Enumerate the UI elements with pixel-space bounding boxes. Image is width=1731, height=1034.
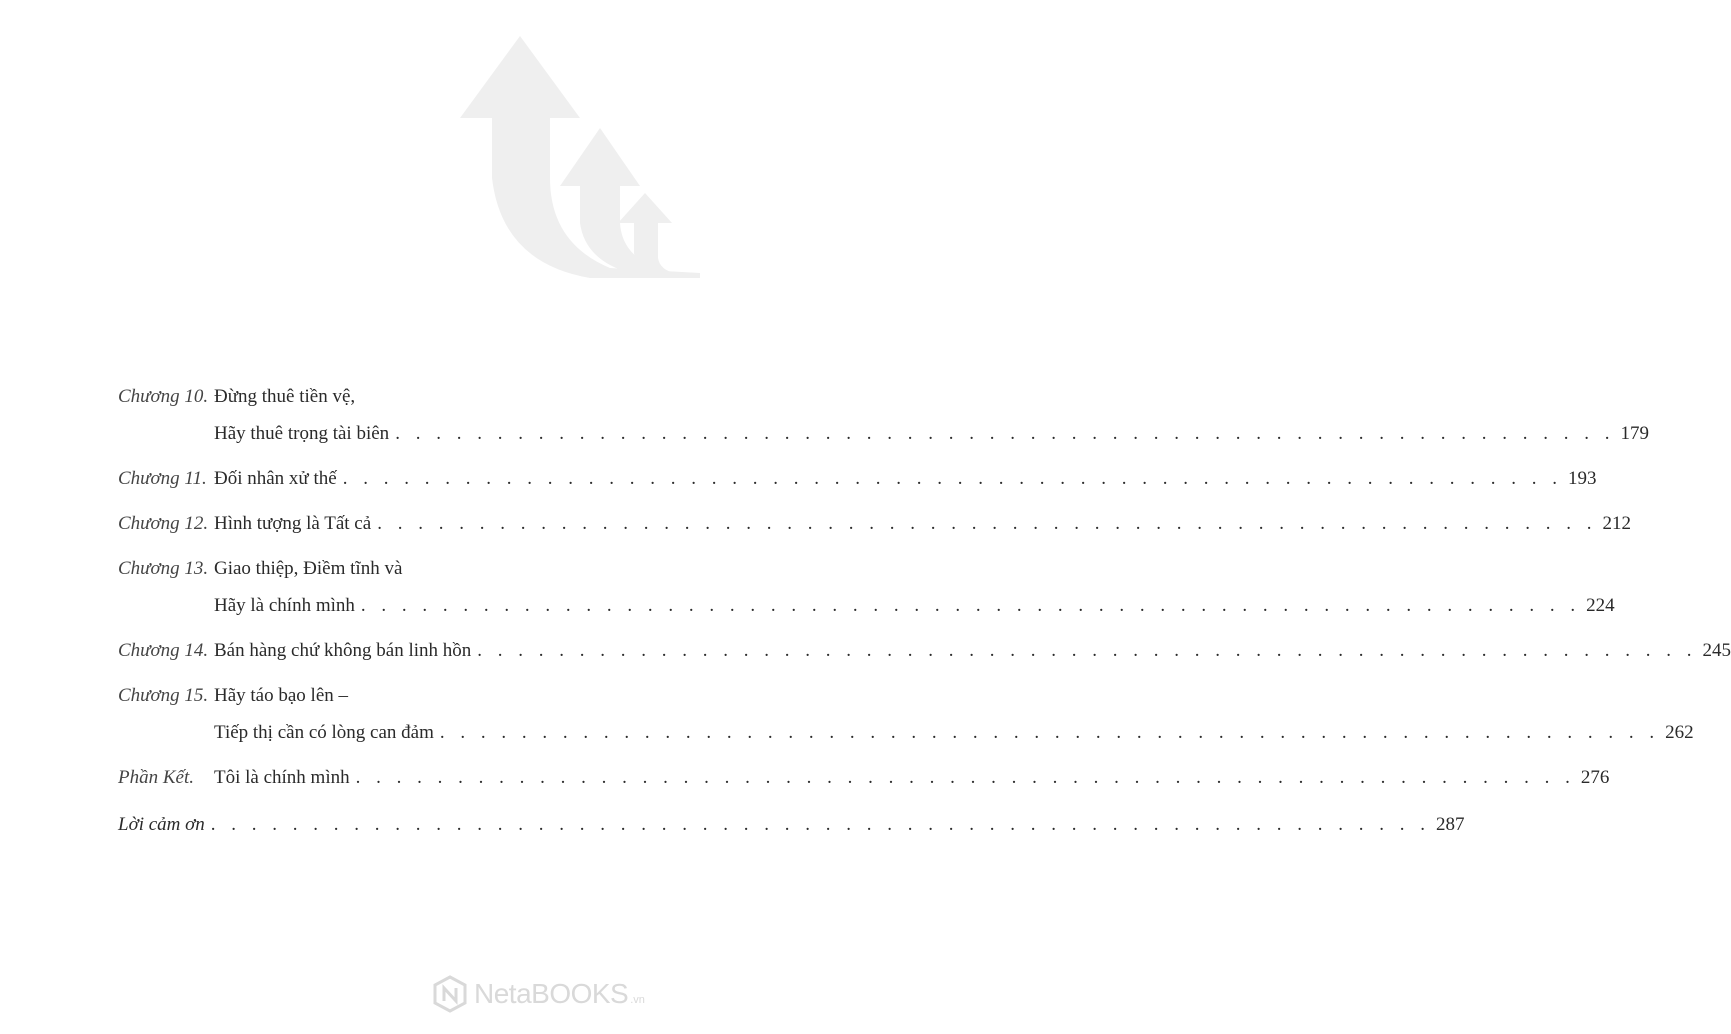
- page-number: 262: [1665, 722, 1694, 743]
- watermark-tld: .vn: [630, 994, 645, 1006]
- chapter-label: Phần Kết.: [118, 767, 194, 788]
- chapter-title: Hình tượng là Tất cả: [214, 513, 372, 534]
- page-number: 287: [1436, 814, 1465, 835]
- toc-line: [118, 460, 1597, 497]
- page-number: 179: [1620, 423, 1649, 444]
- page-number: 224: [1586, 595, 1615, 616]
- dot-leader: . . . . . . . . . . . . . . . . . . . . . . . . . . . . . . . . . . . . . . . . . . . . . . . . . . . . . . . . . . . .: [355, 767, 1576, 788]
- toc-line: [118, 415, 1649, 452]
- toc-entry: [118, 550, 1615, 624]
- chapter-title: Hãy thuê trọng tài biên: [214, 423, 390, 444]
- toc-line: [118, 505, 1631, 542]
- chapter-label: Chương 10.: [118, 386, 209, 407]
- toc-line: [118, 378, 558, 415]
- table-of-contents: [118, 378, 1731, 851]
- dot-leader: . . . . . . . . . . . . . . . . . . . . . . . . . . . . . . . . . . . . . . . . . . . . . . . . . . . . . . . . . . . .: [395, 423, 1615, 444]
- dot-leader: . . . . . . . . . . . . . . . . . . . . . . . . . . . . . . . . . . . . . . . . . . . . . . . . . . . . . . . . . . . .: [477, 640, 1698, 661]
- toc-line: [118, 632, 1731, 669]
- dot-leader: . . . . . . . . . . . . . . . . . . . . . . . . . . . . . . . . . . . . . . . . . . . . . . . . . . . . . . . . . . . .: [210, 814, 1431, 835]
- toc-line: [118, 587, 1615, 624]
- page-number: 193: [1567, 468, 1597, 489]
- chapter-label: Chương 13.: [118, 558, 209, 579]
- chapter-title: Tiếp thị cần có lòng can đảm: [214, 722, 434, 743]
- toc-line: [118, 550, 558, 587]
- dot-leader: . . . . . . . . . . . . . . . . . . . . . . . . . . . . . . . . . . . . . . . . . . . . . . . . . . . . . . . . . . . .: [439, 722, 1660, 743]
- page-number: 276: [1580, 767, 1610, 788]
- chapter-label: Chương 14.: [118, 640, 209, 661]
- toc-entry: [118, 460, 1597, 497]
- chapter-title: Bán hàng chứ không bán linh hồn: [214, 640, 472, 661]
- toc-entry: [118, 677, 1694, 751]
- chapter-title: Đừng thuê tiền vệ,: [214, 386, 356, 407]
- chapter-title: Đối nhân xử thế: [214, 468, 337, 489]
- hexagon-n-logo-icon: [432, 975, 468, 1013]
- toc-line: [118, 677, 558, 714]
- acknowledgements-title: Lời cảm ơn: [118, 814, 205, 835]
- chapter-title: Hãy táo bạo lên –: [214, 685, 349, 706]
- toc-entry: [118, 378, 1649, 452]
- page-number: 245: [1702, 640, 1731, 661]
- toc-entry: [118, 759, 1610, 796]
- dot-leader: . . . . . . . . . . . . . . . . . . . . . . . . . . . . . . . . . . . . . . . . . . . . . . . . . . . . . . . . . . . .: [377, 513, 1597, 534]
- toc-line: [118, 714, 1694, 751]
- toc-entry: [118, 632, 1731, 669]
- netabooks-watermark: [432, 974, 645, 1014]
- upward-arrows-decoration: [450, 28, 700, 278]
- dot-leader: . . . . . . . . . . . . . . . . . . . . . . . . . . . . . . . . . . . . . . . . . . . . . . . . . . . . . . . . . . . .: [342, 468, 1563, 489]
- chapter-title: Hãy là chính mình: [214, 595, 355, 616]
- watermark-brand: NetaBOOKS: [474, 978, 629, 1009]
- toc-entry: [118, 505, 1631, 542]
- toc-entry-acknowledgements: [118, 806, 1465, 843]
- chapter-title: Tôi là chính mình: [214, 767, 350, 788]
- chapter-label: Chương 11.: [118, 468, 207, 489]
- chapter-label: Chương 12.: [118, 513, 209, 534]
- dot-leader: . . . . . . . . . . . . . . . . . . . . . . . . . . . . . . . . . . . . . . . . . . . . . . . . . . . . . . . . . . . .: [360, 595, 1581, 616]
- chapter-title: Giao thiệp, Điềm tĩnh và: [214, 558, 403, 579]
- chapter-label: Chương 15.: [118, 685, 209, 706]
- toc-line: [118, 759, 1610, 796]
- page-number: 212: [1602, 513, 1631, 534]
